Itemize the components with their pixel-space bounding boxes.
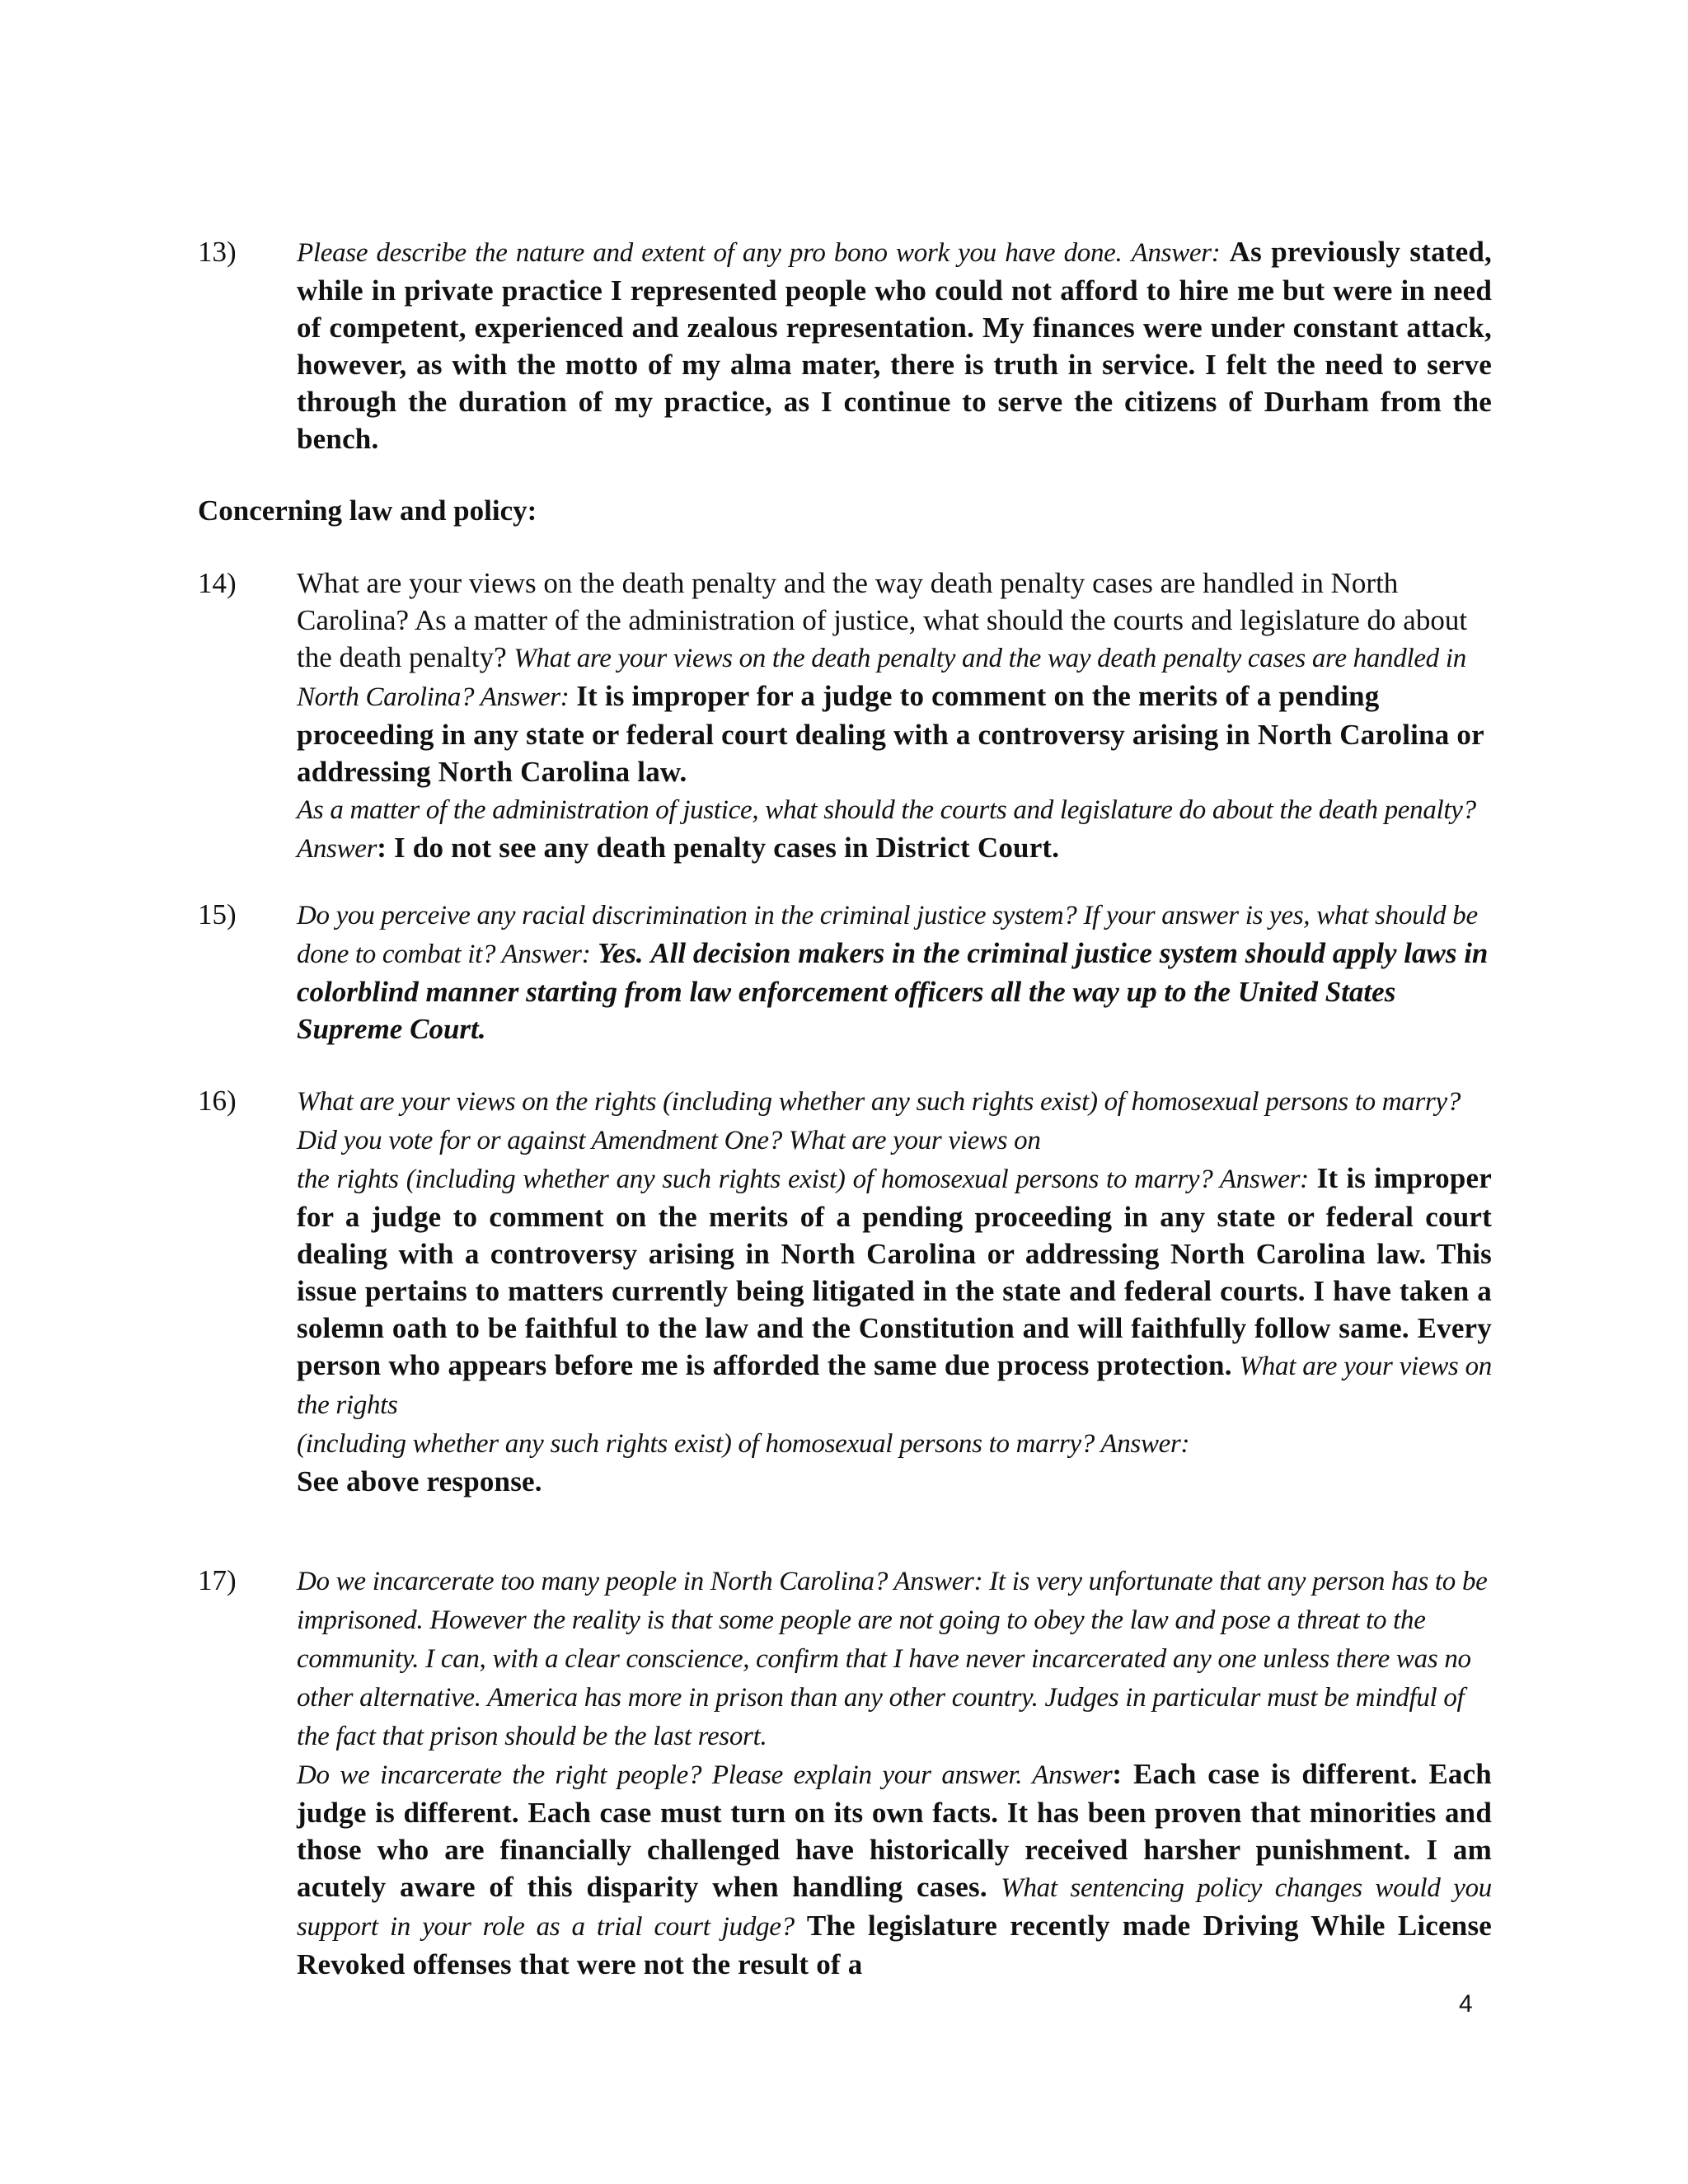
question-13 (198, 233, 1492, 456)
question-text: As a matter of the administration of justice, what should the courts and legislature do about the death penalty? Answer (297, 795, 1476, 864)
answer-text: See above response. (297, 1465, 542, 1497)
question-text: What are your views on the rights (including whether any such rights exist) of homosexual persons to marry? Did you vote for or against Amendment One? What are your views on (297, 1087, 1461, 1155)
answer-text: It is improper for a judge to comment on the merits of a pending proceeding in any state or federal court dealing with a controversy arising in North Carolina or addressing North Carolina law. This issue pertains to matters currently being litigated in the state and federal courts. I have taken a solemn oath to be faithful to the law and the Constitution and will faithfully follow same. Every person who appears before me is afforded the same due process protection. (297, 1162, 1493, 1381)
question-prompt: What are your views on the death penalty and the way death penalty cases are handled in North Carolina? As a matter of the administration of justice, what should the courts and legislature do about the death penalty? (297, 567, 1468, 673)
question-14 (198, 565, 1492, 869)
answer-label: Answer: (1131, 238, 1221, 268)
question-17-answer-block (297, 1755, 1492, 1983)
question-number: 14) (198, 567, 237, 599)
question-number: 16) (198, 1085, 237, 1117)
question-16 (198, 1082, 1493, 1497)
question-15-body (297, 896, 1492, 1047)
question-text: Do you perceive any racial discrimination in the criminal justice system? If your answer is yes, what should be done to combat it? Answer: (297, 901, 1478, 969)
question-text: (including whether any such rights exist) of homosexual persons to marry? Answer: (297, 1429, 1190, 1459)
question-17-body (297, 1562, 1492, 1983)
question-text: Do we incarcerate the right people? Please explain your answer. Answer (297, 1760, 1113, 1790)
question-16-answer-block (297, 1160, 1492, 1424)
question-text: What sentencing policy changes would you support in your role as a trial court judge? (297, 1873, 1493, 1942)
answer-text: As previously stated, while in private practice I represented people who could not afford to hire me but were in need of competent, experienced and zealous representation. My finances were under constant attack, however, as with the motto of my alma mater, there is truth in service. I felt the need to serve through the duration of my practice, as I continue to serve the citizens of Durham from the bench. (297, 236, 1493, 455)
question-number: 13) (198, 236, 237, 268)
question-text: Do we incarcerate too many people in North Carolina? Answer: It is very unfortunate that any person has to be imprisoned. However the reality is that some people are not going to obey the law and pose a threat to the community. I can, with a clear conscience, confirm that I have never incarcerated any one unless there was no other alternative. America has more in prison than any other country. Judges in particular must be mindful of the fact that prison should be the last resort. (297, 1567, 1488, 1751)
question-14-body (297, 565, 1492, 868)
answer-text: : Each case is different. Each judge is different. Each case must turn on its own facts. It has been proven that minorities and those who are financially challenged have historically received harsher punishment. I am acutely aware of this disparity when handling cases. (297, 1758, 1492, 1903)
question-text: Please describe the nature and extent of any pro bono work you have done. (297, 238, 1123, 268)
question-text: What are your views on the rights (297, 1352, 1492, 1420)
question-text: What are your views on the death penalty and the way death penalty cases are handled in North Carolina? Answer: (297, 644, 1466, 712)
answer-yes: Yes. (598, 937, 644, 969)
question-16-body (297, 1082, 1492, 1500)
question-15 (198, 896, 1492, 1044)
page-number: 4 (1459, 1990, 1473, 2018)
answer-text: The legislature recently made Driving While License Revoked offenses that were not the result of a (297, 1910, 1492, 1980)
question-13-body (297, 233, 1492, 457)
section-heading: Concerning law and policy: (198, 494, 537, 527)
answer-text: It is improper for a judge to comment on the merits of a pending proceeding in any state or federal court dealing with a controversy arising in North Carolina or addressing North Carolina law. (297, 680, 1484, 788)
answer-text: All decision makers in the criminal justice system should apply laws in colorblind manner starting from law enforcement officers all the way up to the United States Supreme Court. (297, 937, 1489, 1045)
answer-text: : I do not see any death penalty cases in District Court. (377, 832, 1060, 864)
question-number: 15) (198, 898, 237, 930)
question-text: the rights (including whether any such rights exist) of homosexual persons to marry? Answer: (297, 1165, 1309, 1194)
question-17 (198, 1562, 1493, 1980)
question-number: 17) (198, 1564, 237, 1596)
